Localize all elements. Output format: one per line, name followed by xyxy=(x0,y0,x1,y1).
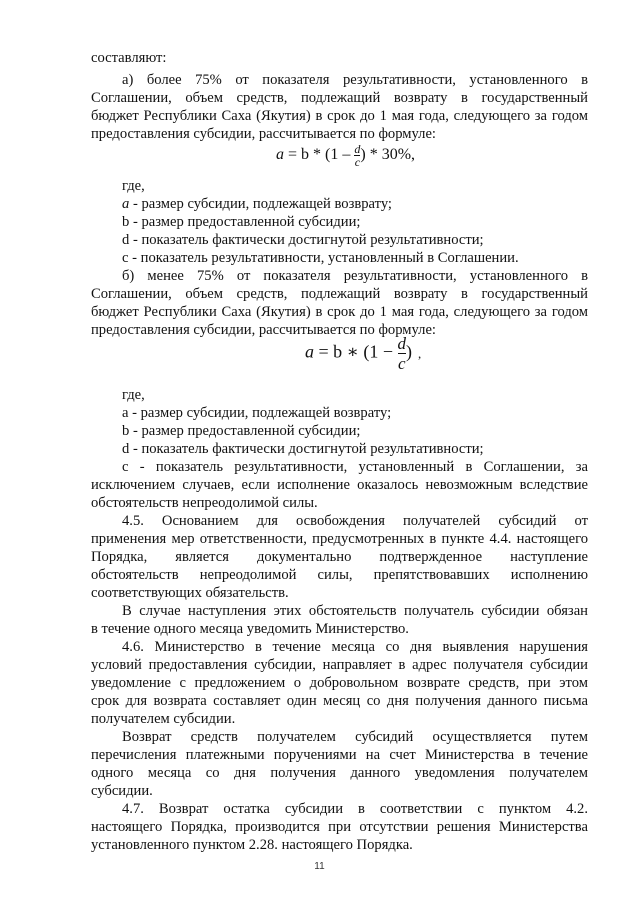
paragraph-line: составляют: xyxy=(91,50,167,66)
paragraph-line: где, xyxy=(122,387,145,403)
paragraph-line: бюджет Республики Саха (Якутия) в срок до 1 мая года, следующего за годом xyxy=(91,108,588,124)
paragraph-line: а) более 75% от показателя результативности, установленного в xyxy=(122,72,588,88)
paragraph-line: 4.6. Министерство в течение месяца со дня выявления нарушения xyxy=(122,639,588,655)
paragraph-line: уведомление с предложением о добровольном возврате средств, при этом xyxy=(91,675,588,691)
paragraph-line: бюджет Республики Саха (Якутия) в срок до 1 мая года, следующего за годом xyxy=(91,304,588,320)
formula-1-fraction xyxy=(354,143,360,168)
formula-1-denominator: c xyxy=(354,155,361,169)
definition-line: а - размер субсидии, подлежащей возврату; xyxy=(122,405,392,421)
definition-line: d - показатель фактически достигнутой результативности; xyxy=(122,441,484,457)
definition-line: а - размер субсидии, подлежащей возврату; xyxy=(122,196,392,212)
variable-a: а xyxy=(122,196,130,212)
paragraph-line: Порядка, является документально подтвержденное наступление xyxy=(91,549,588,565)
paragraph-line: исключением случаев, если исполнение оказалось невозможным вследствие xyxy=(91,477,588,493)
formula-1-lhs: a xyxy=(276,146,284,164)
definition-line: b - размер предоставленной субсидии; xyxy=(122,214,361,230)
page-number: 11 xyxy=(314,861,325,872)
formula-2-fraction xyxy=(398,334,407,373)
paragraph-line: предоставления субсидии, рассчитывается по формуле: xyxy=(91,322,436,338)
paragraph-line: одного месяца со дня получения данного уведомления получателем xyxy=(91,765,588,781)
formula-2-comma: , xyxy=(418,345,422,361)
paragraph-line: обстоятельств непреодолимой силы, препятствовавших исполнению xyxy=(91,567,588,583)
paragraph-line: перечисления платежными поручениями на счет Министерства в течение xyxy=(91,747,588,763)
definition-line: b - размер предоставленной субсидии; xyxy=(122,423,361,439)
paragraph-line: где, xyxy=(122,178,145,194)
paragraph-line: б) менее 75% от показателя результативности, установленного в xyxy=(122,268,588,284)
paragraph-line: субсидии. xyxy=(91,783,153,799)
paragraph-line: Возврат средств получателем субсидий осуществляется путем xyxy=(122,729,588,745)
paragraph-line: 4.5. Основанием для освобождения получателей субсидий от xyxy=(122,513,588,529)
paragraph-line: в течение одного месяца уведомить Министерство. xyxy=(91,621,409,637)
paragraph-line: В случае наступления этих обстоятельств получатель субсидии обязан xyxy=(122,603,588,619)
paragraph-line: срок для возврата составляет один месяц со дня получения данного письма xyxy=(91,693,588,709)
paragraph-line: обстоятельств непреодолимой силы. xyxy=(91,495,318,511)
paragraph-line: предоставления субсидии, рассчитывается по формуле: xyxy=(91,126,436,142)
paragraph-line: условий предоставления субсидии, направляет в адрес получателя субсидии xyxy=(91,657,588,673)
paragraph-line: 4.7. Возврат остатка субсидии в соответствии с пунктом 4.2. xyxy=(122,801,588,817)
definition-line: с - показатель результативности, установленный в Соглашении, за xyxy=(122,459,588,475)
paragraph-line: установленного пунктом 2.28. настоящего Порядка. xyxy=(91,837,413,853)
paragraph-line: Соглашении, объем средств, подлежащий возврату в государственный xyxy=(91,286,588,302)
paragraph-line: Соглашении, объем средств, подлежащий возврату в государственный xyxy=(91,90,588,106)
definition-line: с - показатель результативности, установленный в Соглашении. xyxy=(122,250,519,266)
formula-2-tail: ) xyxy=(406,341,413,362)
definition-line: d - показатель фактически достигнутой результативности; xyxy=(122,232,484,248)
formula-1-eq: = b * (1 – xyxy=(284,146,355,164)
formula-2-numerator: d xyxy=(397,334,407,353)
formula-2-lhs: a xyxy=(305,341,314,362)
formula-1 xyxy=(276,143,415,168)
formula-2-denominator: c xyxy=(398,354,406,373)
paragraph-line: соответствующих обязательств. xyxy=(91,585,289,601)
paragraph-line: получателем субсидии. xyxy=(91,711,236,727)
formula-1-numerator: d xyxy=(354,142,361,156)
formula-1-tail: ) * 30%, xyxy=(360,146,416,164)
paragraph-line: настоящего Порядка, производится при отсутствии решения Министерства xyxy=(91,819,588,835)
paragraph-line: применения мер ответственности, предусмотренных в пункте 4.4. настоящего xyxy=(91,531,588,547)
formula-2 xyxy=(305,334,421,373)
formula-2-eq: = b ∗ (1 − xyxy=(314,341,398,362)
